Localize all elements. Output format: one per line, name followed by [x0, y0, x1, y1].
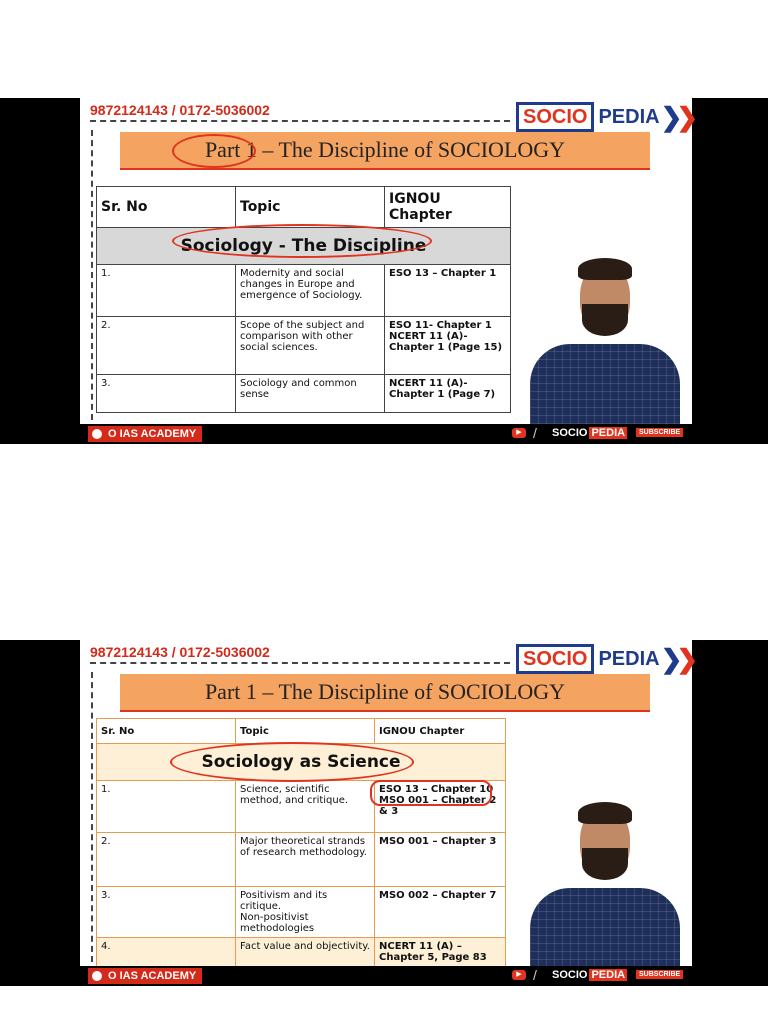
slide-title: Part 1 – The Discipline of SOCIOLOGY [120, 132, 650, 170]
phone-number: 9872124143 / 0172-5036002 [90, 102, 270, 118]
presenter-video [530, 254, 680, 424]
divider [90, 120, 510, 122]
column-header: Sr. No [97, 187, 236, 228]
slide-title: Part 1 – The Discipline of SOCIOLOGY [120, 674, 650, 712]
phone-number: 9872124143 / 0172-5036002 [90, 644, 270, 660]
table-row: 1. Science, scientific method, and critique. ESO 13 – Chapter 10 MSO 001 – Chapter 2 & 3 [97, 781, 506, 833]
presenter-video [530, 798, 680, 968]
chevron-logo-icon: ❯ [676, 101, 699, 132]
video-frame-2 [0, 640, 768, 986]
divider [91, 130, 93, 420]
table-row: 3. Positivism and its critique. Non-positivist methodologies MSO 002 – Chapter 7 [97, 887, 506, 938]
table-row: 2. Scope of the subject and comparison with other social sciences. ESO 11- Chapter 1 NCERT 11 (A)- Chapter 1 (Page 15) [97, 317, 511, 375]
academy-logo: O IAS ACADEMY [88, 426, 202, 442]
sociopedia-logo: SOCIO PEDIA ❯ ❯ [516, 644, 698, 674]
syllabus-table [96, 186, 511, 413]
youtube-icon[interactable]: ▶ [512, 970, 526, 980]
sociopedia-footer-logo: SOCIO PEDIA [552, 969, 626, 981]
divider: / [533, 425, 537, 441]
video-footer [80, 966, 692, 986]
video-frame-1 [0, 98, 768, 444]
section-heading: Sociology as Science [97, 744, 506, 781]
sociopedia-footer-logo: SOCIO PEDIA [552, 427, 626, 439]
table-row: 4. Fact value and objectivity. NCERT 11 (A) –Chapter 5, Page 83 [97, 938, 506, 978]
divider [90, 662, 510, 664]
video-footer [80, 424, 692, 444]
academy-logo-icon [92, 429, 102, 439]
divider: / [533, 967, 537, 983]
divider [91, 672, 93, 962]
table-row: 3. Sociology and common sense NCERT 11 (A)- Chapter 1 (Page 7) [97, 375, 511, 413]
chevron-logo-icon: ❯ [676, 643, 699, 674]
chevron-logo-icon: ❯ [660, 101, 683, 132]
column-header: IGNOU Chapter [385, 187, 511, 228]
subscribe-button[interactable]: SUBSCRIBE [636, 428, 683, 437]
column-header: Topic [236, 719, 375, 744]
column-header: IGNOU Chapter [375, 719, 506, 744]
column-header: Topic [236, 187, 385, 228]
slide-2 [80, 640, 699, 966]
table-row: 2. Major theoretical strands of research methodology. MSO 001 – Chapter 3 [97, 833, 506, 887]
sociopedia-logo: SOCIO PEDIA ❯ ❯ [516, 102, 698, 132]
youtube-icon[interactable]: ▶ [512, 428, 526, 438]
chevron-logo-icon: ❯ [660, 643, 683, 674]
table-row: 1. Modernity and social changes in Europe and emergence of Sociology. ESO 13 – Chapter 1 [97, 265, 511, 317]
syllabus-table [96, 718, 506, 978]
academy-logo: O IAS ACADEMY [88, 968, 202, 984]
academy-logo-icon [92, 971, 102, 981]
subscribe-button[interactable]: SUBSCRIBE [636, 970, 683, 979]
column-header: Sr. No [97, 719, 236, 744]
section-heading: Sociology - The Discipline [97, 228, 511, 265]
slide-1 [80, 98, 699, 424]
